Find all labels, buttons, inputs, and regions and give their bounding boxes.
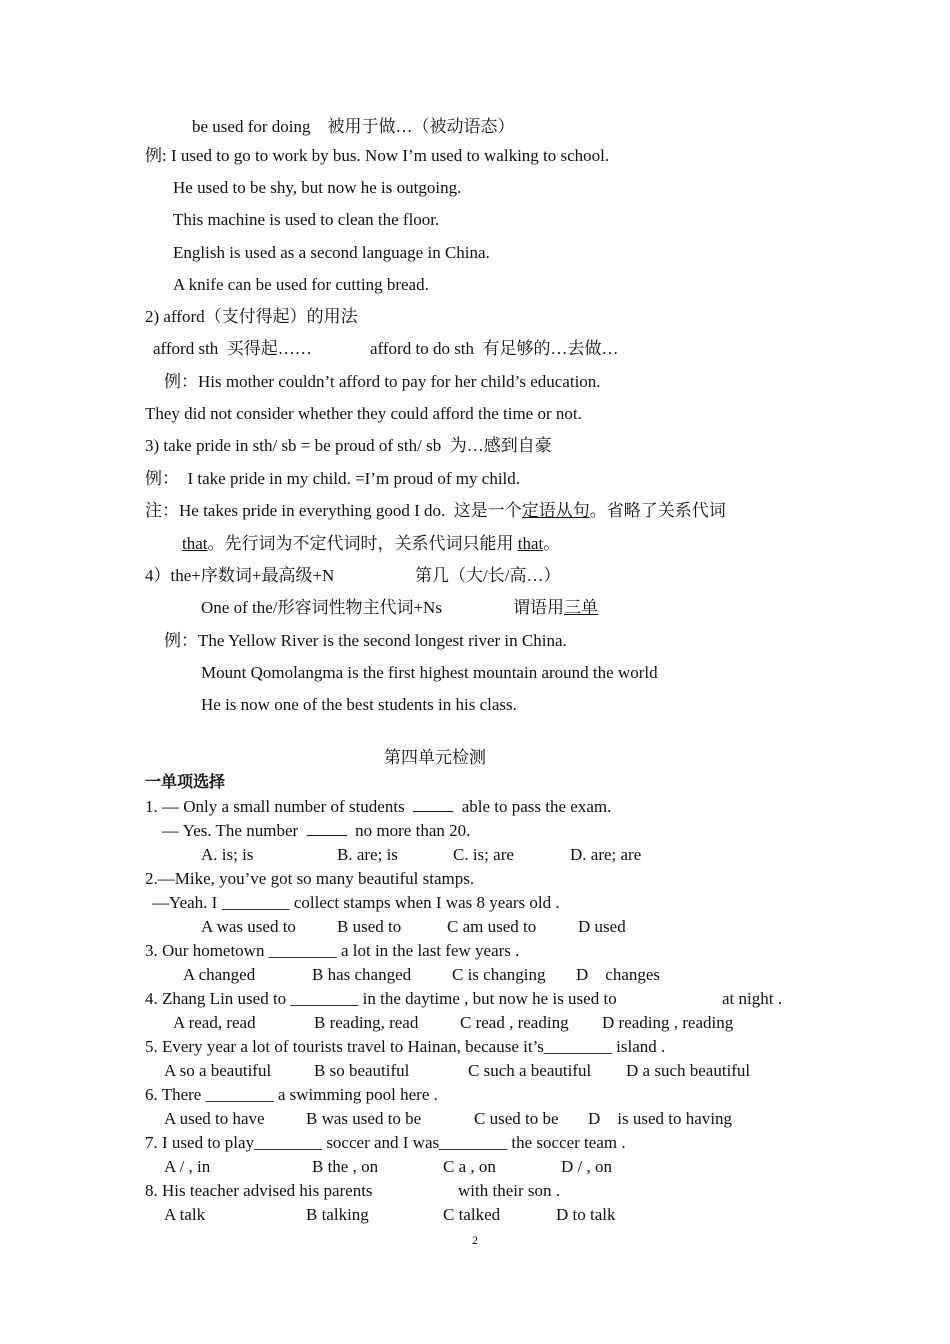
note-text-b: 。省略了关系代词 xyxy=(589,501,726,520)
note-line-1 xyxy=(145,500,726,522)
q1-blank-1 xyxy=(413,797,453,812)
q2-option-d: D used xyxy=(578,917,626,936)
q7-option-d: D / , on xyxy=(561,1157,612,1176)
afford-to-do: afford to do sth 有足够的…去做… xyxy=(370,339,619,358)
q5-option-d: D a such beautiful xyxy=(626,1061,751,1080)
q6-option-d: D is used to having xyxy=(588,1109,733,1128)
q1-option-b: B. are; is xyxy=(337,845,398,864)
pride-example: 例： I take pride in my child. =I’m proud of my child. xyxy=(145,469,521,488)
note-line-2 xyxy=(182,533,560,555)
one-of-verb-text: 谓语用 xyxy=(513,598,564,617)
q8-option-d: D to talk xyxy=(556,1205,616,1224)
example-line-5: A knife can be used for cutting bread. xyxy=(173,275,429,294)
q5-line: 5. Every year a lot of tourists travel to Hainan, because it’s________ island . xyxy=(145,1037,666,1056)
afford-example-2: They did not consider whether they could afford the time or not. xyxy=(145,404,582,423)
ordinal-example-3: He is now one of the best students in his class. xyxy=(201,695,517,714)
q6-option-c: C used to be xyxy=(474,1109,559,1128)
q4-line-a: 4. Zhang Lin used to ________ in the daytime , but now he is used to xyxy=(145,989,617,1008)
q2-line-1: 2.—Mike, you’ve got so many beautiful stamps. xyxy=(145,869,475,888)
q7-option-c: C a , on xyxy=(443,1157,496,1176)
pride-heading: 3) take pride in sth/ sb = be proud of sth/ sb 为…感到自豪 xyxy=(145,436,552,455)
q1-text-c: — Yes. The number xyxy=(162,821,299,840)
q2-option-c: C am used to xyxy=(447,917,537,936)
q8-line-a: 8. His teacher advised his parents xyxy=(145,1181,373,1200)
q7-option-a: A / , in xyxy=(164,1157,211,1176)
q2-line-2: —Yeah. I ________ collect stamps when I was 8 years old . xyxy=(152,893,560,912)
q1-blank-2 xyxy=(307,821,347,836)
ordinal-example-1: 例：The Yellow River is the second longest river in China. xyxy=(164,631,567,650)
q3-option-c: C is changing xyxy=(452,965,546,984)
section-heading: 一单项选择 xyxy=(145,772,226,791)
q5-option-b: B so beautiful xyxy=(314,1061,410,1080)
q1-option-d: D. are; are xyxy=(570,845,642,864)
afford-sth: afford sth 买得起…… xyxy=(153,339,312,358)
q8-option-c: C talked xyxy=(443,1205,501,1224)
q1-line-1 xyxy=(145,796,611,818)
q4-line-b: at night . xyxy=(722,989,782,1008)
q7-line: 7. I used to play________ soccer and I was________ the soccer team . xyxy=(145,1133,626,1152)
q1-option-c: C. is; are xyxy=(453,845,514,864)
q3-option-d: D changes xyxy=(576,965,661,984)
note-text-a: 注：He takes pride in everything good I do. 这是一个 xyxy=(145,501,522,520)
q6-option-a: A used to have xyxy=(164,1109,265,1128)
one-of-rule: One of the/形容词性物主代词+Ns xyxy=(201,598,442,617)
example-line-1: 例: I used to go to work by bus. Now I’m used to walking to school. xyxy=(145,146,610,165)
note-underline-that-2: that xyxy=(517,534,544,553)
example-line-3: This machine is used to clean the floor. xyxy=(173,210,440,229)
q6-line: 6. There ________ a swimming pool here . xyxy=(145,1085,438,1104)
note-text-d: 。 xyxy=(543,534,561,553)
ordinal-heading: 4）the+序数词+最高级+N xyxy=(145,566,335,585)
q6-option-b: B was used to be xyxy=(306,1109,422,1128)
q8-option-b: B talking xyxy=(306,1205,369,1224)
q7-option-b: B the , on xyxy=(312,1157,379,1176)
note-text-c: 。先行词为不定代词时，关系代词只能用 xyxy=(207,534,518,553)
q3-option-b: B has changed xyxy=(312,965,412,984)
q8-option-a: A talk xyxy=(164,1205,206,1224)
note-underline-that-1: that xyxy=(182,534,208,553)
q3-option-a: A changed xyxy=(183,965,256,984)
page-number: 2 xyxy=(472,1233,478,1247)
test-title: 第四单元检测 xyxy=(384,748,486,767)
ordinal-meaning: 第几（大/长/高…） xyxy=(415,566,561,585)
q2-option-b: B used to xyxy=(337,917,402,936)
q1-option-a: A. is; is xyxy=(201,845,254,864)
q8-line-b: with their son . xyxy=(458,1181,560,1200)
afford-heading: 2) afford（支付得起）的用法 xyxy=(145,307,358,326)
q1-text-d: no more than 20. xyxy=(355,821,471,840)
q1-text-a: 1. — Only a small number of students xyxy=(145,797,405,816)
q4-option-b: B reading, read xyxy=(314,1013,419,1032)
q4-option-a: A read, read xyxy=(173,1013,256,1032)
q5-option-a: A so a beautiful xyxy=(164,1061,272,1080)
note-underline-clause: 定语从句 xyxy=(521,501,590,520)
ordinal-example-2: Mount Qomolangma is the first highest mountain around the world xyxy=(201,663,658,682)
q4-option-c: C read , reading xyxy=(460,1013,569,1032)
example-line-2: He used to be shy, but now he is outgoing. xyxy=(173,178,462,197)
q3-line: 3. Our hometown ________ a lot in the last few years . xyxy=(145,941,520,960)
used-for-line: be used for doing 被用于做…（被动语态） xyxy=(192,117,515,136)
q4-option-d: D reading , reading xyxy=(602,1013,734,1032)
one-of-underline: 三单 xyxy=(564,598,598,617)
q5-option-c: C such a beautiful xyxy=(468,1061,592,1080)
q1-text-b: able to pass the exam. xyxy=(461,797,612,816)
afford-example-1: 例：His mother couldn’t afford to pay for her child’s education. xyxy=(164,372,601,391)
example-line-4: English is used as a second language in China. xyxy=(173,243,490,262)
q1-line-2 xyxy=(162,820,470,842)
q2-option-a: A was used to xyxy=(201,917,296,936)
one-of-verb-rule xyxy=(513,597,598,619)
